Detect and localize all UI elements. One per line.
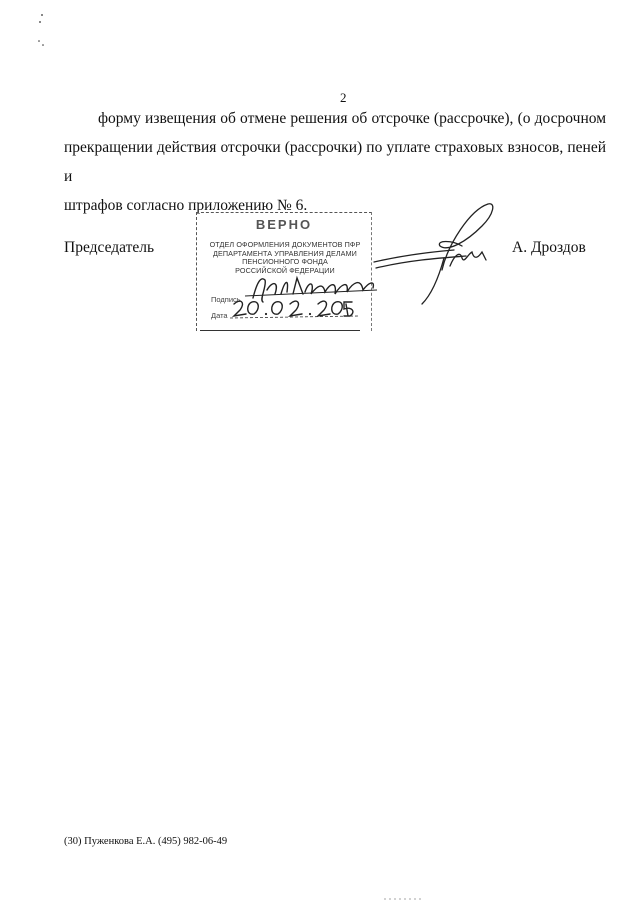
signatory-name: А. Дроздов — [512, 239, 586, 256]
stamp-line: ОТДЕЛ ОФОРМЛЕНИЯ ДОКУМЕНТОВ ПФР — [209, 240, 361, 249]
stamp-handwritten-date — [230, 296, 360, 322]
page-number: 2 — [340, 90, 347, 105]
stamp-date-label: Дата — [211, 311, 228, 320]
stamp-heading: ВЕРНО — [255, 217, 313, 232]
stamp-text — [201, 241, 369, 275]
stamp-signature-label: Подпись — [211, 295, 241, 304]
scan-edge-marks — [384, 897, 444, 901]
scan-marks — [36, 10, 56, 50]
paragraph-line-2: прекращении действия отсрочки (рассрочки) по уплате страховых взносов, пеней и — [64, 139, 606, 185]
paragraph-line-1: форму извещения об отмене решения об отсрочке (рассрочке), (о досрочном — [98, 110, 606, 127]
body-paragraph — [64, 104, 606, 220]
footer-contact: (30) Пуженкова Е.А. (495) 982-06-49 — [64, 836, 228, 847]
stamp-line: ДЕПАРТАМЕНТА УПРАВЛЕНИЯ ДЕЛАМИ — [213, 248, 357, 258]
stamp-line: РОССИЙСКОЙ ФЕДЕРАЦИИ — [235, 265, 335, 275]
stamp-line: ПЕНСИОННОГО ФОНДА — [242, 257, 328, 267]
paragraph-line-3: штрафов согласно приложению № 6. — [64, 197, 308, 214]
stamp-bottom-line — [200, 330, 360, 331]
signatory-title: Председатель — [64, 239, 155, 256]
chairman-signature — [370, 200, 500, 310]
